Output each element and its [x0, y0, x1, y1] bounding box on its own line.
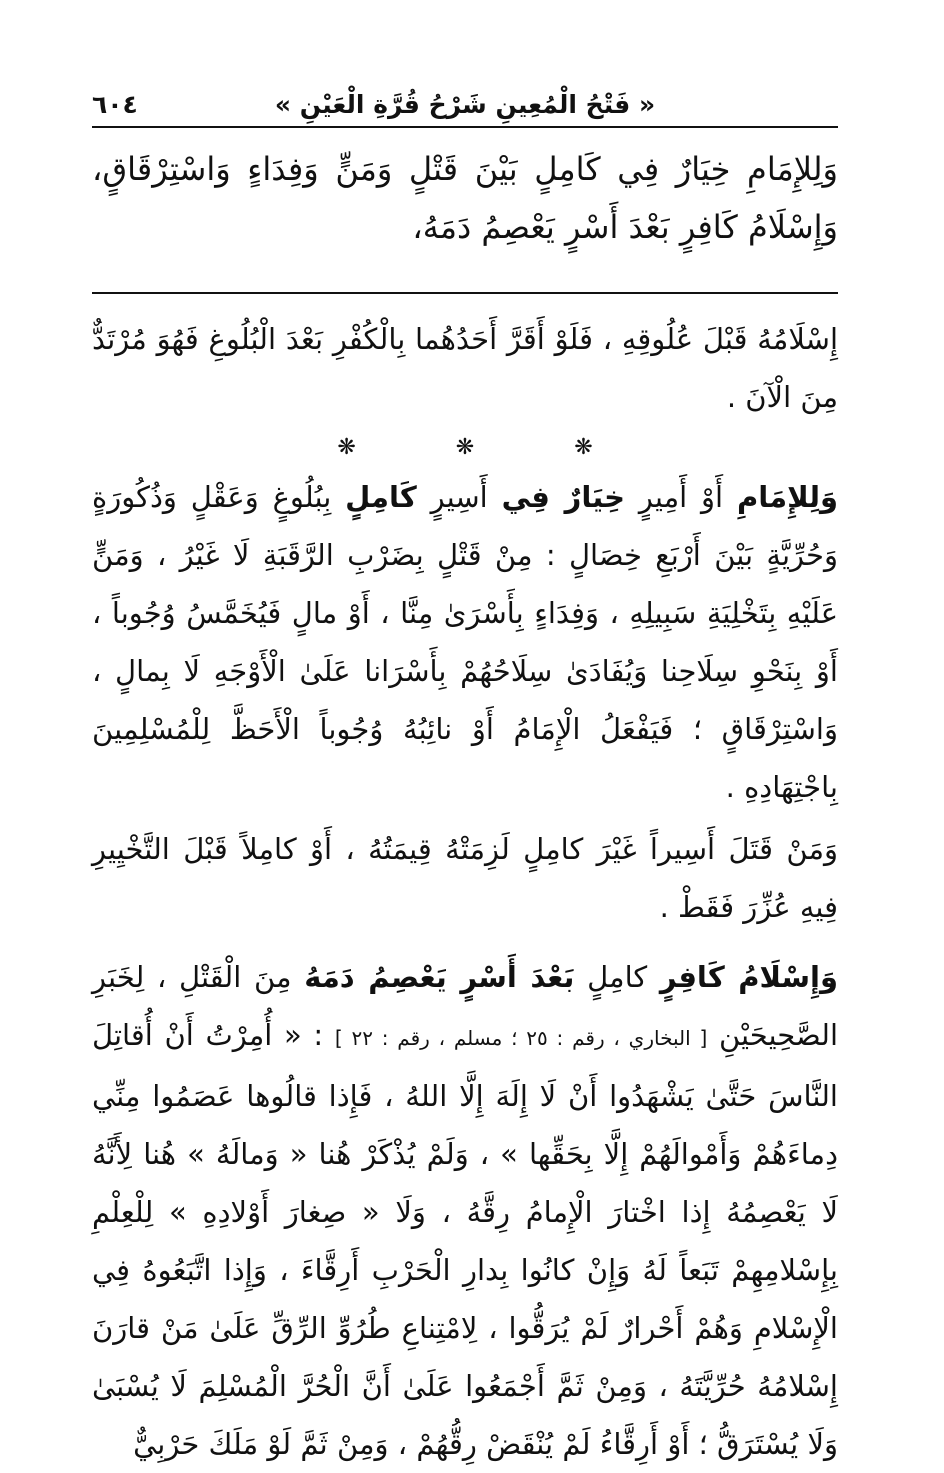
ornament-star-icon: ❋ [337, 434, 356, 460]
ornament-star-icon: ❋ [574, 434, 593, 460]
matn-quote: وَلِلإِمَامِ [736, 480, 839, 514]
paragraph-captives [92, 468, 838, 816]
commentary-text: كامِلٍ [574, 960, 660, 994]
commentary-text: : « أُمِرْتُ أَنْ أُقاتِلَ النَّاسَ حَتَّىٰ يَشْهَدُوا أَنْ لَا إِلَهَ إِلَّا اللهُ ، فَإِذا قالُوها عَصَمُوا مِنِّي دِماءَهُمْ وَأَمْوالَهُمْ إِلَّا بِحَقِّها » ، وَلَمْ يُذْكَرْ هُنا « وَمالَهُ » هُنا لِأَنَّهُ لَا يَعْصِمُهُ إِذا اخْتارَ الْإِمامُ رِقَّهُ ، وَلَا « صِغارَ أَوْلادِهِ » لِلْعِلْمِ بِإِسْلامِهِمْ تَبَعاً لَهُ وَإِنْ كانُوا بِدارِ الْحَرْبِ أَرِقَّاءَ ، وَإِذا اتَّبَعُوهُ فِي الْإِسْلامِ وَهُمْ أَحْرارٌ لَمْ يُرَقُّوا ، لِامْتِناعِ طُرُوِّ الرِّقِّ عَلَىٰ مَنْ قارَنَ إِسْلامُهُ حُرِّيَّتَهُ ، وَمِنْ ثَمَّ أَجْمَعُوا عَلَىٰ أَنَّ الْحُرَّ الْمُسْلِمَ لَا يُسْبَىٰ وَلَا يُسْتَرَقُّ ؛ أَوْ أَرِقَّاءُ لَمْ يُنْقَضْ رِقُّهُمْ ، وَمِنْ ثَمَّ لَوْ مَلَكَ حَرْبِيٌّ [92, 1018, 838, 1461]
matn-quote: وَإِسْلَامُ كَافِرٍ [659, 960, 838, 994]
matn-quote: بَعْدَ أَسْرٍ يَعْصِمُ دَمَهُ [304, 960, 575, 994]
matn-text: وَلِلإِمَامِ خِيَارٌ فِي كَامِلٍ بَيْنَ قَتْلٍ وَمَنٍّ وَفِدَاءٍ وَاسْتِرْقَاقٍ، وَإِسْلَامُ كَافِرٍ بَعْدَ أَسْرٍ يَعْصِمُ دَمَهُ، [92, 150, 838, 246]
section-separator [92, 428, 838, 466]
paragraph-continuation: إِسْلَامُهُ قَبْلَ عُلُوقِهِ ، فَلَوْ أَقَرَّ أَحَدُهُما بِالْكُفْرِ بَعْدَ الْبُلُوغِ فَهُوَ مُرْتَدٌّ مِنَ الْآنَ . [92, 322, 838, 414]
running-header [92, 84, 838, 124]
hadith-citation: [ البخاري ، رقم : ٢٥ ؛ مسلم ، رقم : ٢٢ ] [334, 1026, 708, 1050]
commentary-body [92, 310, 838, 1473]
book-title: « فَتْحُ الْمُعِينِ شَرْحُ قُرَّةِ الْعَيْنِ » [274, 89, 656, 119]
commentary-text: بِبُلُوغٍ وَعَقْلٍ وَذُكُورَةٍ وَحُرِّيَّةٍ بَيْنَ أَرْبَعِ خِصَالٍ : مِنْ قَتْلٍ بِضَرْبِ الرَّقَبَةِ لَا غَيْرُ ، وَمَنٍّ عَلَيْهِ بِتَخْلِيَةِ سَبِيلِهِ ، وَفِدَاءٍ بِأَسْرَىٰ مِنَّا ، أَوْ مالٍ فَيُخَمَّسُ وُجُوباً ، أَوْ بِنَحْوِ سِلَاحِنا وَيُفَادَىٰ سِلَاحُهُمْ بِأَسْرَانا عَلَىٰ الْأَوْجَهِ لَا بِمالٍ ، وَاسْتِرْقَاقٍ ؛ فَيَفْعَلُ الْإِمَامُ أَوْ نائِبُهُ وُجُوباً الْأَحَظَّ لِلْمُسْلِمِينَ بِاجْتِهَادِهِ . [92, 480, 838, 804]
commentary-text: أَوْ أَمِيرٍ [624, 480, 737, 514]
paragraph-conversion [92, 948, 838, 1473]
book-page [92, 70, 839, 1461]
paragraph-killing-captive: وَمَنْ قَتَلَ أَسِيراً غَيْرَ كامِلٍ لَزِمَتْهُ قِيمَتُهُ ، أَوْ كامِلاً قَبْلَ التَّخْيِيرِ فِيهِ عُزِّرَ فَقَطْ . [92, 832, 838, 924]
matn-quote: كَامِلٍ [345, 480, 417, 514]
page-number: ٦٠٤ [92, 89, 138, 119]
commentary-text: أَسِيرٍ [416, 480, 502, 514]
matn-divider [92, 292, 838, 294]
commentary-text: مِنَ الْقَتْلِ ، لِخَبَرِ الصَّحِيحَيْنِ [92, 960, 838, 1052]
matn-quote: خِيَارٌ فِي [501, 480, 625, 514]
ornament-star-icon: ❋ [455, 434, 475, 460]
header-divider [92, 126, 838, 128]
matn-section [92, 140, 838, 256]
